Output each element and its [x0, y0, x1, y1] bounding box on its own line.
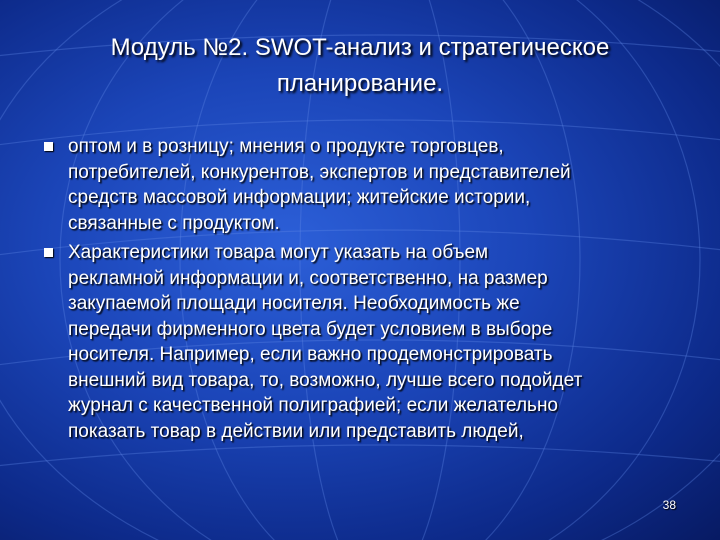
bullet-2-line-8: показать товар в действии или представить людей, [68, 420, 524, 442]
bullet-item-2 [38, 240, 693, 444]
bullet-2-line-5: носителя. Например, если важно продемонстрировать [68, 344, 553, 365]
square-bullet-icon [44, 248, 53, 257]
slide-title-line-1: Модуль №2. SWOT-анализ и стратегическое [110, 34, 610, 61]
bullet-2-line-7: журнал с качественной полиграфией; если желательно [68, 395, 559, 416]
bullet-2-line-3: закупаемой площади носителя. Необходимость же [68, 293, 520, 314]
bullet-2-line-2: рекламной информации и, соответственно, на размер [68, 267, 548, 289]
bullet-2-line-6: внешний вид товара, то, возможно, лучше всего подойдет [68, 369, 583, 391]
bullet-2-line-1: Характеристики товара могут указать на объем [68, 242, 489, 263]
bullet-item-1 [38, 134, 693, 236]
bullet-1-line-1: оптом и в розницу; мнения о продукте торговцев, [68, 136, 504, 157]
bullet-2-line-4: передачи фирменного цвета будет условием в выборе [68, 318, 553, 340]
slide-body [38, 134, 693, 448]
bullet-1-line-2: потребителей, конкурентов, экспертов и представителей [68, 161, 571, 183]
slide-title [40, 30, 680, 102]
bullet-1-line-3: средств массовой информации; житейские истории, [68, 187, 531, 208]
page-number: 38 [662, 498, 676, 512]
slide-title-line-2: планирование. [276, 70, 444, 97]
square-bullet-icon [44, 142, 53, 151]
bullet-1-line-4: связанные с продуктом. [68, 212, 280, 234]
